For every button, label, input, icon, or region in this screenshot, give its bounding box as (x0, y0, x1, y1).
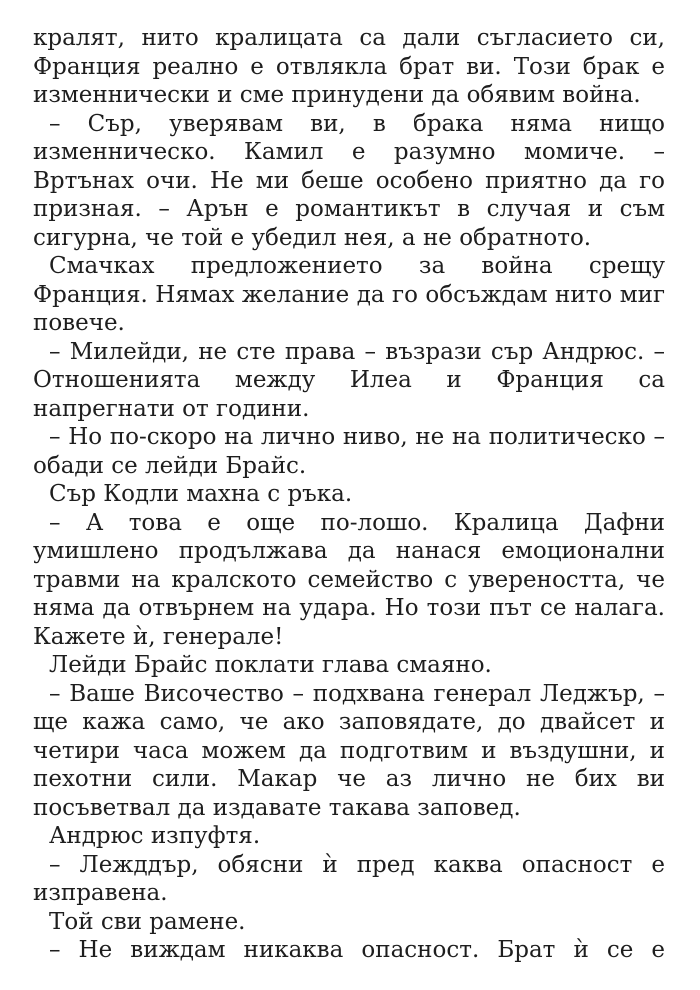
paragraph: – А това е още по-лошо. Кралица Дафни умишлено продължава да нанася емоционални травми на кралското семейство с увереността, че няма да отвърнем на удара. Но този път се налага. Кажете ѝ, генерале! (33, 509, 665, 650)
paragraph: Лейди Брайс поклати глава смаяно. (49, 652, 492, 678)
paragraph: – Сър, уверявам ви, в брака няма нищо изменническо. Камил е разумно момиче. – Вртънах очи. Не ми беше особено приятно да го призная. – Арън е романтикът в случая и съм сигурна, че той е убедил нея, а не обратното. (33, 110, 665, 251)
paragraph: – Не виждам никаква опасност. Брат ѝ се е (49, 937, 665, 963)
paragraph: Андрюс изпуфтя. (49, 823, 261, 849)
paragraph: кралят, нито кралицата са дали съгласието си, Франция реално е отвлякла брат ви. Този брак е изменнически и сме принудени да обявим война. (33, 25, 665, 108)
paragraph: – Лежддър, обясни ѝ пред каква опасност е изправена. (33, 851, 665, 906)
paragraph: Смачках предложението за война срещу Франция. Нямах желание да го обсъждам нито миг повече. (33, 253, 665, 336)
book-page (33, 24, 665, 965)
paragraph: Той сви рамене. (49, 908, 246, 935)
paragraph: – Милейди, не сте права – възрази сър Андрюс. – Отношенията между Илеа и Франция са напрегнати от години. (33, 338, 665, 422)
paragraph: – Ваше Височество – подхвана генерал Леджър, – ще кажа само, че ако заповядате, до двайсет и четири часа можем да подготвим и въздушни, и пехотни сили. Макар че аз лично не бих ви посъветвал да издавате такава заповед. (33, 680, 665, 821)
paragraph: – Но по-скоро на лично ниво, не на политическо – обади се лейди Брайс. (33, 424, 665, 479)
paragraph: Сър Кодли махна с ръка. (49, 481, 353, 507)
